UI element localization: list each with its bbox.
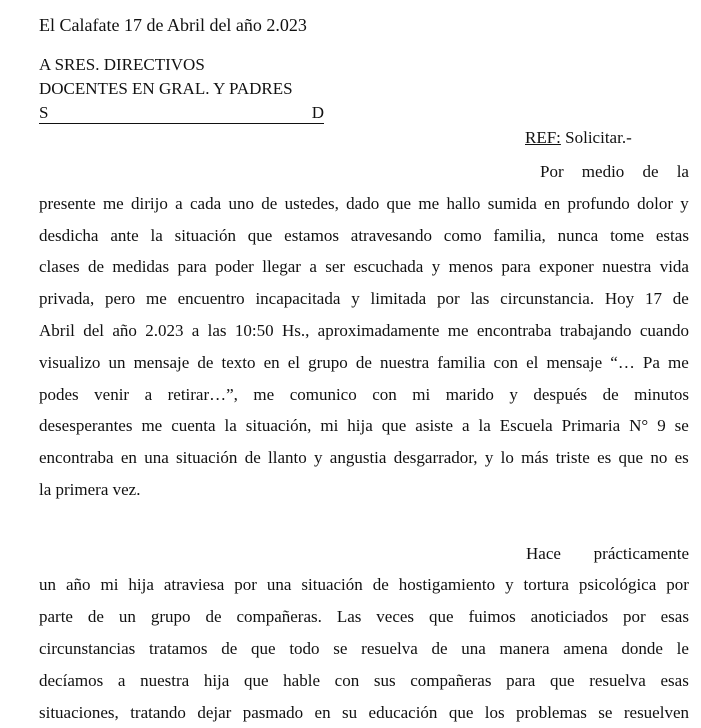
word: para	[506, 670, 536, 690]
para1-opening-word: de	[642, 162, 659, 181]
word: Primaria	[561, 416, 621, 436]
word: esas	[660, 607, 689, 627]
word: familia	[437, 352, 486, 372]
word: Hoy	[604, 289, 635, 309]
word: circunstancia.	[500, 289, 595, 309]
para2-line	[39, 633, 689, 665]
word: ser	[325, 257, 346, 277]
para2-line	[39, 697, 689, 728]
word: asiste	[415, 416, 454, 436]
word: amena	[563, 638, 608, 658]
word: en	[544, 193, 561, 213]
sd-right: D	[311, 103, 324, 122]
word: cuenta	[171, 416, 216, 436]
word: se	[333, 638, 348, 658]
word: psicológica	[578, 575, 657, 595]
word: que	[550, 670, 575, 690]
word: situaciones,	[39, 702, 119, 722]
word: profundo	[567, 193, 630, 213]
para2-line	[39, 569, 689, 601]
word: Escuela	[499, 416, 553, 436]
para1-line	[39, 283, 689, 315]
word: nunca	[557, 225, 599, 245]
word: a	[144, 384, 153, 404]
word: limitada	[370, 289, 427, 309]
word: cuando	[639, 320, 689, 340]
word: Hs.,	[281, 320, 310, 340]
word: las	[207, 320, 227, 340]
word: una	[266, 575, 292, 595]
word: es	[597, 448, 612, 468]
word: atravesando	[350, 225, 432, 245]
word: marido	[445, 384, 494, 404]
word: de	[261, 193, 278, 213]
word: me	[146, 289, 167, 309]
word: a	[175, 193, 183, 213]
word: sus	[373, 670, 396, 690]
word: se	[598, 702, 613, 722]
word: a	[117, 670, 126, 690]
word: cada	[190, 193, 222, 213]
word: y	[509, 384, 518, 404]
word: la	[150, 225, 163, 245]
word: dado	[346, 193, 380, 213]
word: fuimos	[468, 607, 516, 627]
ref-label: REF:	[525, 128, 561, 147]
para1-opening-word: medio	[581, 162, 625, 181]
para2-line	[39, 665, 689, 697]
word: tratando	[130, 702, 186, 722]
word: dejar	[197, 702, 232, 722]
word: mensaje	[133, 352, 190, 372]
word: y	[431, 257, 441, 277]
word: año	[112, 320, 137, 340]
para1-last-line: la primera vez.	[39, 479, 141, 499]
word: grupo	[150, 607, 191, 627]
word: que	[243, 670, 269, 690]
word: trabajando	[559, 320, 632, 340]
word: con	[334, 670, 360, 690]
para1-line	[39, 347, 689, 379]
word: le	[676, 638, 689, 658]
word: de	[244, 448, 261, 468]
word: después	[533, 384, 588, 404]
word: el	[526, 352, 539, 372]
word: retirar…”,	[167, 384, 238, 404]
word: es	[674, 448, 689, 468]
word: exponer	[539, 257, 594, 277]
word: mi	[412, 384, 431, 404]
word: visualizo	[39, 352, 101, 372]
word: en	[314, 702, 331, 722]
word: de	[87, 607, 104, 627]
word: con	[372, 384, 397, 404]
word: situación	[174, 225, 236, 245]
word: Las	[336, 607, 362, 627]
word: por	[234, 575, 257, 595]
word: por	[623, 607, 646, 627]
word: circunstancias	[39, 638, 136, 658]
word: nuestra	[380, 352, 430, 372]
word: que	[429, 607, 454, 627]
word: los	[484, 702, 505, 722]
letter-body	[39, 156, 689, 728]
word: venir	[94, 384, 130, 404]
word: año	[65, 575, 91, 595]
word: sumida	[487, 193, 537, 213]
word: las	[470, 289, 490, 309]
word: de	[87, 257, 105, 277]
word: y	[484, 448, 494, 468]
word: texto	[221, 352, 256, 372]
word: uno	[228, 193, 254, 213]
word: estas	[655, 225, 689, 245]
para1-line	[39, 442, 689, 474]
word: menos	[448, 257, 493, 277]
word: hostigamiento	[398, 575, 496, 595]
word: llanto	[268, 448, 307, 468]
word: como	[443, 225, 482, 245]
word: poder	[215, 257, 254, 277]
word: de	[372, 575, 389, 595]
word: encuentro	[177, 289, 245, 309]
word: problemas	[516, 702, 587, 722]
sd-signature-line	[39, 103, 324, 124]
word: clases	[39, 257, 80, 277]
word: pasmado	[242, 702, 304, 722]
word: a	[191, 320, 200, 340]
para1-opening-word: Por	[540, 162, 564, 181]
word: estamos	[284, 225, 339, 245]
word: de	[431, 638, 448, 658]
word: se	[674, 416, 689, 436]
word: hallo	[446, 193, 481, 213]
word: para	[177, 257, 207, 277]
word: de	[197, 352, 214, 372]
word: y	[680, 193, 689, 213]
word: tratamos	[149, 638, 208, 658]
word: mensaje	[546, 352, 603, 372]
word: el	[287, 352, 301, 372]
word: incapacitada	[255, 289, 341, 309]
word: decíamos	[39, 670, 104, 690]
para2-opening-word: Hace	[526, 543, 561, 563]
para1-line	[39, 315, 689, 347]
word: ante	[110, 225, 139, 245]
word: a	[309, 257, 317, 277]
para2-opening-word: prácticamente	[593, 543, 689, 563]
word: presente	[39, 193, 96, 213]
word: su	[342, 702, 358, 722]
word: de	[355, 352, 372, 372]
word: que	[448, 702, 474, 722]
para2-line	[39, 601, 689, 633]
word: en	[263, 352, 280, 372]
word: lo	[500, 448, 514, 468]
word: escuchada	[353, 257, 424, 277]
word: más	[521, 448, 549, 468]
word: situación,	[245, 416, 312, 436]
para1-opening	[39, 156, 689, 188]
word: Abril	[39, 320, 75, 340]
word: podes	[39, 384, 79, 404]
word: comunico	[289, 384, 357, 404]
word: familia,	[493, 225, 546, 245]
word: todo	[289, 638, 320, 658]
word: privada,	[39, 289, 95, 309]
word: tortura	[523, 575, 569, 595]
word: me	[668, 352, 689, 372]
word: del	[83, 320, 104, 340]
word: hija	[203, 670, 230, 690]
word: de	[672, 289, 689, 309]
para1-opening-word: la	[676, 162, 689, 181]
word: encontraba	[39, 448, 114, 468]
word: un	[108, 352, 126, 372]
sd-left: S	[39, 103, 49, 122]
word: que	[618, 448, 644, 468]
word: medidas	[112, 257, 170, 277]
word: situación	[301, 575, 363, 595]
word: desgarrador,	[393, 448, 478, 468]
word: de	[602, 384, 619, 404]
word: me	[253, 384, 275, 404]
word: a	[462, 416, 470, 436]
word: resuelven	[623, 702, 689, 722]
word: 9	[657, 416, 666, 436]
word: no	[650, 448, 668, 468]
word: me	[141, 416, 163, 436]
word: por	[437, 289, 460, 309]
para1-line	[39, 410, 689, 442]
word: atraviesa	[163, 575, 225, 595]
word: la	[224, 416, 237, 436]
word: desesperantes	[39, 416, 133, 436]
word: grupo	[308, 352, 348, 372]
ref-text: Solicitar.-	[560, 128, 632, 147]
word: desdicha	[39, 225, 99, 245]
word: y	[351, 289, 360, 309]
word: “…	[610, 352, 635, 372]
word: que	[386, 193, 412, 213]
word: me	[418, 193, 440, 213]
word: un	[39, 575, 56, 595]
word: dirijo	[131, 193, 168, 213]
word: compañeras.	[236, 607, 322, 627]
word: triste	[555, 448, 590, 468]
letter-date: El Calafate 17 de Abril del año 2.023	[39, 15, 307, 35]
addressee-line-2: DOCENTES EN GRAL. Y PADRES	[39, 79, 293, 98]
word: pero	[105, 289, 136, 309]
word: educación	[368, 702, 438, 722]
word: una	[144, 448, 169, 468]
word: compañeras	[410, 670, 492, 690]
para1-line	[39, 188, 689, 220]
word: aproximadamente	[317, 320, 440, 340]
word: resuelva	[589, 670, 646, 690]
para2-opening	[39, 538, 689, 570]
word: anoticiados	[530, 607, 609, 627]
word: hable	[283, 670, 320, 690]
word: hija	[128, 575, 154, 595]
word: me	[447, 320, 469, 340]
word: veces	[376, 607, 415, 627]
word: N°	[629, 416, 649, 436]
word: angustia	[329, 448, 387, 468]
para1-line	[39, 251, 689, 283]
word: situación	[176, 448, 238, 468]
word: de	[221, 638, 238, 658]
word: 17	[644, 289, 662, 309]
word: la	[478, 416, 491, 436]
word: nuestra	[140, 670, 190, 690]
word: encontraba	[476, 320, 552, 340]
word: que	[247, 225, 273, 245]
word: una	[461, 638, 486, 658]
word: para	[501, 257, 531, 277]
para1-line	[39, 379, 689, 411]
word: Pa	[642, 352, 660, 372]
word: dolor	[637, 193, 673, 213]
word: llegar	[262, 257, 301, 277]
word: en	[120, 448, 137, 468]
word: donde	[621, 638, 663, 658]
word: hija	[347, 416, 373, 436]
reference-line	[525, 128, 632, 148]
word: me	[102, 193, 124, 213]
word: nuestra	[602, 257, 652, 277]
word: 10:50	[234, 320, 274, 340]
word: que	[251, 638, 276, 658]
word: y	[505, 575, 514, 595]
addressee-line-1: A SRES. DIRECTIVOS	[39, 55, 205, 74]
word: por	[666, 575, 689, 595]
word: con	[493, 352, 519, 372]
word: mi	[100, 575, 119, 595]
word: 2.023	[145, 320, 184, 340]
word: parte	[39, 607, 73, 627]
word: resuelva	[361, 638, 418, 658]
word: esas	[660, 670, 689, 690]
word: de	[205, 607, 222, 627]
paragraph-gap	[39, 506, 689, 538]
word: vida	[659, 257, 689, 277]
word: mi	[320, 416, 339, 436]
word: manera	[499, 638, 550, 658]
word: tome	[610, 225, 645, 245]
word: un	[118, 607, 136, 627]
para1-line	[39, 220, 689, 252]
word: y	[314, 448, 323, 468]
word: ustedes,	[284, 193, 339, 213]
word: minutos	[634, 384, 689, 404]
word: que	[381, 416, 407, 436]
